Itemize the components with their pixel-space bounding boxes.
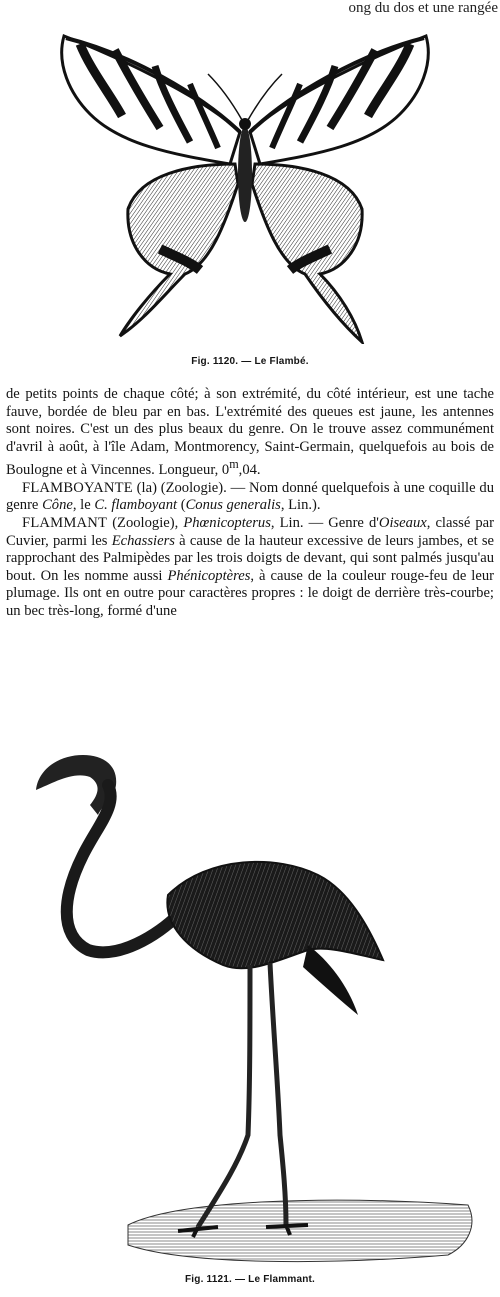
- top-text-fragment: ong du dos et une rangée: [348, 0, 498, 16]
- flamingo-illustration: [28, 745, 488, 1270]
- figure-caption-1120: Fig. 1120. — Le Flambé.: [191, 356, 309, 367]
- paragraph-flambe-continued: de petits points de chaque côté; à son extrémité, du côté intérieur, est une tache fauve, bordée de bleu par en bas. L'extrémité des queues est jaune, les antennes sont noires. C'est un des plus beaux du genre. On le trouve assez communément d'avril à août, à l'île Adam, Montmorency, Saint-Germain, quelquefois au bois de Boulogne et à Vincennes. Longueur, 0$^m$,04.: [6, 386, 494, 479]
- paragraph-flamboyante: FLAMBOYANTE (la) (Zoologie). — Nom donné quelquefois à une coquille du genre Cône, le C. flamboyant (Conus generalis, Lin.).: [6, 479, 494, 514]
- paragraph-flammant: FLAMMANT (Zoologie), Phœnicopterus, Lin. — Genre d'Oiseaux, classé par Cuvier, parmi les Echassiers à cause de la hauteur excessive de leurs jambes, et se rapprochant des Palmipèdes par les trois doigts de devant, qui sont palmés jusqu'au bout. On les nomme aussi Phénicoptères, à cause de la couleur rouge-feu de leur plumage. Ils ont en outre pour caractères propres : le doigt de derrière très-courbe; un bec très-long, formé d'une: [6, 515, 494, 619]
- butterfly-illustration: [50, 24, 440, 344]
- entry-headword-flammant: FLAMMANT: [22, 515, 108, 532]
- figure-caption-1121: Fig. 1121. — Le Flammant.: [184, 1274, 316, 1285]
- entry-headword-flamboyante: FLAMBOYANTE: [22, 479, 133, 496]
- article-text: [6, 386, 494, 621]
